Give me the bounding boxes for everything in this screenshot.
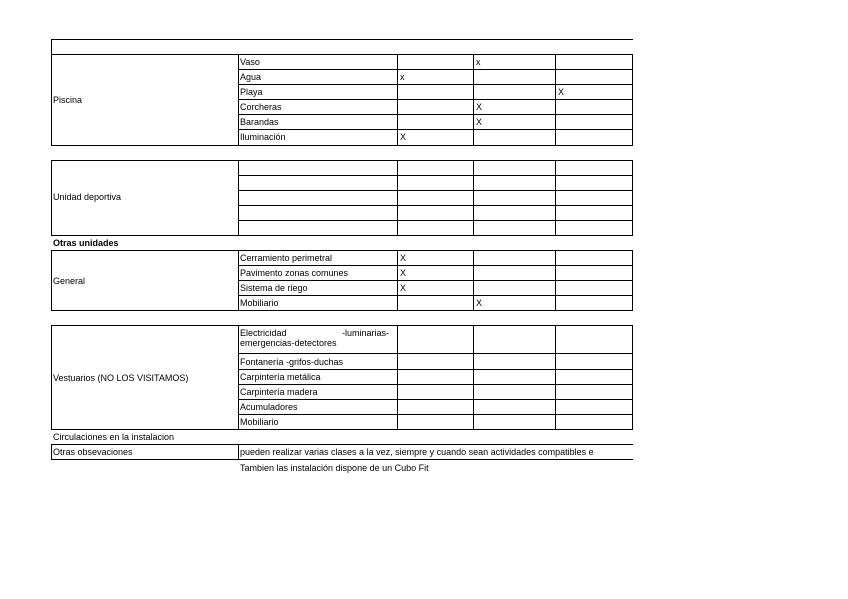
grid-line	[555, 325, 556, 430]
piscina-mark: x	[400, 72, 405, 82]
grid-line	[238, 444, 239, 460]
grid-line	[238, 265, 633, 266]
grid-line	[473, 54, 474, 145]
grid-line	[238, 114, 633, 115]
piscina-label: Piscina	[53, 95, 83, 105]
grid-line	[51, 429, 633, 430]
grid-line	[632, 250, 633, 311]
vestuarios-item-electricidad-line2: emergencias-detectores	[240, 338, 337, 348]
grid-line	[238, 129, 633, 130]
grid-line	[632, 160, 633, 236]
grid-line	[238, 205, 633, 206]
vestuarios-item: Acumuladores	[240, 402, 298, 412]
vestuarios-item: Mobiliario	[240, 417, 279, 427]
vestuarios-item-electricidad: Electricidad	[240, 328, 287, 338]
grid-line	[51, 160, 633, 161]
grid-line	[238, 220, 633, 221]
piscina-mark: x	[476, 57, 481, 67]
vestuarios-item: Carpintería madera	[240, 387, 318, 397]
grid-line	[238, 414, 633, 415]
grid-line	[397, 325, 398, 430]
grid-line	[238, 54, 239, 145]
circulaciones-label: Circulaciones en la instalacion	[53, 432, 175, 442]
otras-observaciones-label: Otras obsevaciones	[53, 447, 133, 457]
grid-line	[555, 54, 556, 145]
piscina-mark: X	[476, 102, 483, 112]
grid-line	[473, 325, 474, 430]
grid-line	[51, 444, 52, 460]
grid-line	[238, 99, 633, 100]
grid-line	[555, 250, 556, 311]
grid-line	[51, 145, 633, 146]
grid-line	[51, 235, 633, 236]
general-mark: X	[400, 253, 407, 263]
grid-line	[238, 250, 239, 311]
unidad-deportiva-label: Unidad deportiva	[53, 192, 122, 202]
piscina-item: Agua	[240, 72, 262, 82]
grid-line	[238, 69, 633, 70]
grid-line	[51, 250, 633, 251]
grid-line	[238, 325, 239, 430]
otras-observaciones-text: pueden realizar varias clases a la vez, siempre y cuando sean actividades compatibles e	[240, 447, 594, 457]
general-mark: X	[400, 283, 407, 293]
vestuarios-item-electricidad-right: -luminarias-	[342, 328, 390, 338]
grid-line	[238, 295, 633, 296]
grid-line	[473, 160, 474, 236]
general-mark: X	[400, 268, 407, 278]
piscina-item: Barandas	[240, 117, 279, 127]
grid-line	[51, 444, 633, 445]
grid-line	[397, 54, 398, 145]
vestuarios-item: Carpintería metálica	[240, 372, 321, 382]
general-item: Mobiliario	[240, 298, 279, 308]
piscina-mark: X	[400, 132, 407, 142]
grid-line	[473, 250, 474, 311]
vestuarios-label: Vestuarios (NO LOS VISITAMOS)	[53, 373, 189, 383]
grid-line	[238, 353, 633, 354]
grid-line	[555, 160, 556, 236]
general-item: Sistema de riego	[240, 283, 308, 293]
general-mark: X	[476, 298, 483, 308]
piscina-mark: X	[558, 87, 565, 97]
grid-line	[238, 369, 633, 370]
grid-line	[238, 84, 633, 85]
piscina-item: Corcheras	[240, 102, 282, 112]
grid-line	[51, 39, 633, 40]
grid-line	[51, 39, 52, 146]
vestuarios-item: Fontanería -grifos-duchas	[240, 357, 344, 367]
grid-line	[51, 325, 52, 430]
grid-line	[51, 459, 633, 460]
general-item: Cerramiento perimetral	[240, 253, 333, 263]
grid-line	[238, 384, 633, 385]
piscina-item: Playa	[240, 87, 263, 97]
otras-unidades-title: Otras unidades	[53, 238, 119, 248]
grid-line	[51, 250, 52, 311]
grid-line	[51, 310, 633, 311]
grid-line	[238, 175, 633, 176]
grid-line	[51, 54, 633, 55]
grid-line	[51, 325, 633, 326]
piscina-item: Vaso	[240, 57, 260, 67]
general-label: General	[53, 276, 86, 286]
grid-line	[51, 160, 52, 236]
otras-observaciones-note: Tambien las instalación dispone de un Cubo Fit	[240, 463, 429, 473]
grid-line	[238, 190, 633, 191]
piscina-item: Iluminación	[240, 132, 286, 142]
grid-line	[238, 280, 633, 281]
grid-line	[238, 160, 239, 236]
piscina-mark: X	[476, 117, 483, 127]
grid-line	[397, 160, 398, 236]
general-item: Pavimento zonas comunes	[240, 268, 349, 278]
grid-line	[238, 399, 633, 400]
grid-line	[397, 250, 398, 311]
grid-line	[632, 54, 633, 145]
grid-line	[632, 325, 633, 430]
